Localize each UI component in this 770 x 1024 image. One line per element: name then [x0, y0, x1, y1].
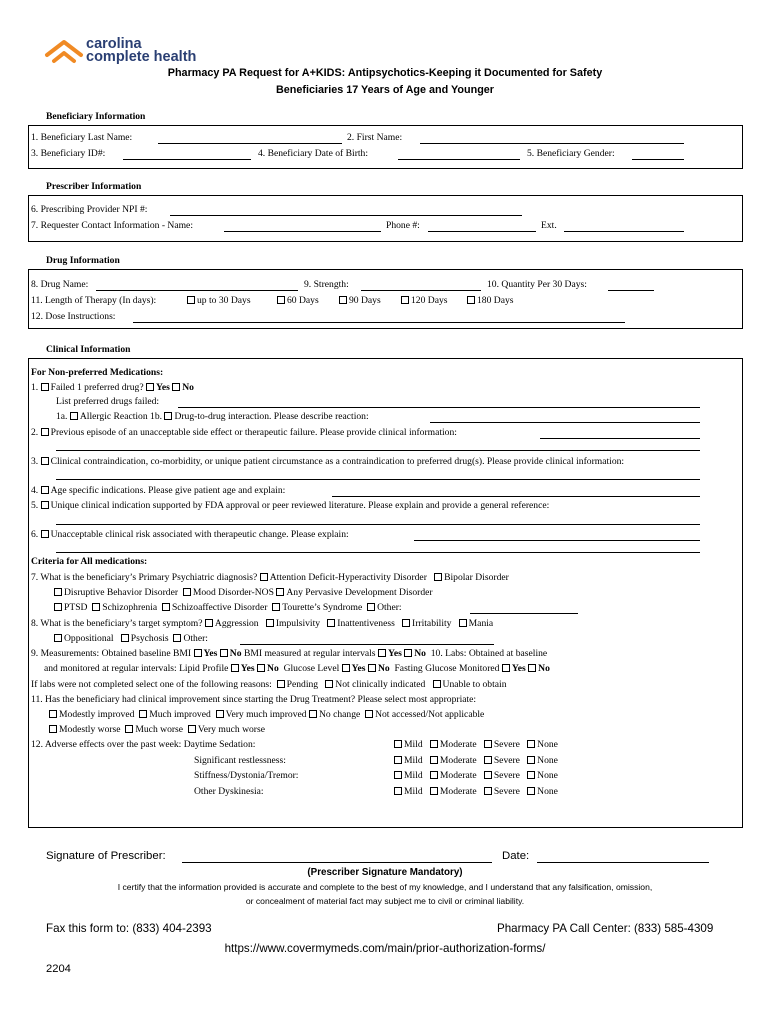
checkbox-icon[interactable]: [276, 588, 284, 596]
checkbox-icon[interactable]: [194, 649, 202, 657]
checkbox-icon[interactable]: [257, 664, 265, 672]
requester-phone-field[interactable]: [428, 231, 536, 232]
checkbox-icon[interactable]: [342, 664, 350, 672]
checkbox-icon[interactable]: [367, 603, 375, 611]
q7-row-2: Disruptive Behavior Disorder Mood Disorder-NOS Any Pervasive Development Disorder: [54, 588, 433, 598]
therapy-length-90[interactable]: 90 Days: [339, 296, 381, 306]
checkbox-icon[interactable]: [162, 603, 170, 611]
drug-strength-label: 9. Strength:: [304, 279, 349, 290]
checkbox-icon[interactable]: [430, 771, 438, 779]
covermymeds-link[interactable]: https://www.covermymeds.com/main/prior-authorization-forms/: [224, 942, 546, 955]
checkbox-icon[interactable]: [172, 383, 180, 391]
checkbox-icon[interactable]: [139, 710, 147, 718]
checkbox-icon[interactable]: [41, 428, 49, 436]
checkbox-icon[interactable]: [70, 412, 78, 420]
checkbox-icon[interactable]: [401, 296, 409, 304]
q2-row: 2. Previous episode of an unacceptable side effect or therapeutic failure. Please provide clinical information:: [31, 427, 457, 438]
prescriber-npi-field[interactable]: [170, 215, 522, 216]
checkbox-icon[interactable]: [92, 603, 100, 611]
q8-row-2: Oppositional Psychosis Other:: [54, 634, 208, 644]
checkbox-icon[interactable]: [527, 787, 535, 795]
beneficiary-heading: Beneficiary Information: [46, 111, 146, 122]
therapy-length-label: 11. Length of Therapy (In days):: [31, 295, 157, 306]
checkbox-icon[interactable]: [41, 486, 49, 494]
drug-strength-field[interactable]: [361, 290, 481, 291]
signature-date-field[interactable]: [537, 862, 709, 863]
checkbox-icon[interactable]: [404, 649, 412, 657]
checkbox-icon[interactable]: [260, 573, 268, 581]
drug-name-field[interactable]: [96, 290, 298, 291]
logo-mark-icon: [44, 38, 84, 66]
dose-instructions-field[interactable]: [133, 322, 625, 323]
beneficiary-dob-label: 4. Beneficiary Date of Birth:: [258, 148, 369, 159]
checkbox-icon[interactable]: [394, 771, 402, 779]
q2-field[interactable]: [540, 438, 700, 439]
logo-line-1: carolina: [86, 36, 142, 52]
checkbox-icon[interactable]: [49, 710, 57, 718]
requester-name-field[interactable]: [224, 231, 381, 232]
checkbox-icon[interactable]: [378, 649, 386, 657]
checkbox-icon[interactable]: [164, 412, 172, 420]
q12-restlessness-severity: Mild Moderate Severe None: [394, 756, 558, 766]
q11-row-1: Modestly improved Much improved Very much improved No change Not accessed/Not applicable: [49, 710, 484, 720]
prescriber-heading: Prescriber Information: [46, 181, 142, 192]
beneficiary-first-name-label: 2. First Name:: [347, 132, 403, 143]
q3-row: 3. Clinical contraindication, co-morbidity, or unique patient circumstance as a contraindication to preferred drug(s). Please provide clinical information:: [31, 456, 625, 467]
q12-dyskinesia-severity: Mild Moderate Severe None: [394, 787, 558, 797]
q7-other-field[interactable]: [470, 613, 578, 614]
signature-mandatory-note: (Prescriber Signature Mandatory): [307, 867, 463, 878]
pa-call-center: Pharmacy PA Call Center: (833) 585-4309: [497, 922, 714, 935]
checkbox-icon[interactable]: [394, 756, 402, 764]
q8-other-field[interactable]: [240, 644, 494, 645]
q9-row: 9. Measurements: Obtained baseline BMI Yes No BMI measured at regular intervals Yes No 10. Labs: Obtained at baseline: [31, 648, 548, 659]
requester-ext-label: Ext.: [541, 220, 557, 231]
q7-row-1: 7. What is the beneficiary’s Primary Psychiatric diagnosis? Attention Deficit-Hyperactivity Disorder Bipolar Disorder: [31, 572, 509, 583]
checkbox-icon[interactable]: [339, 296, 347, 304]
q5-row: 5. Unique clinical indication supported by FDA approval or peer reviewed literature. Please explain and provide a general reference:: [31, 500, 550, 511]
checkbox-icon[interactable]: [502, 664, 510, 672]
checkbox-icon[interactable]: [394, 787, 402, 795]
logo-line-2: complete health: [86, 49, 197, 65]
signature-date-label: Date:: [502, 850, 530, 862]
q12-label: 12. Adverse effects over the past week: Daytime Sedation:: [31, 739, 256, 750]
checkbox-icon[interactable]: [187, 296, 195, 304]
checkbox-icon[interactable]: [41, 457, 49, 465]
beneficiary-gender-field[interactable]: [632, 159, 684, 160]
checkbox-icon[interactable]: [220, 649, 228, 657]
q12-restlessness-label: Significant restlessness:: [194, 755, 286, 766]
checkbox-icon[interactable]: [327, 619, 335, 627]
drug-heading: Drug Information: [46, 255, 120, 266]
drug-quantity-label: 10. Quantity Per 30 Days:: [487, 279, 587, 290]
beneficiary-gender-label: 5. Beneficiary Gender:: [527, 148, 615, 159]
form-title-line-1: Pharmacy PA Request for A+KIDS: Antipsychotics-Keeping it Documented for Safety: [167, 67, 603, 79]
clinical-heading: Clinical Information: [46, 344, 131, 355]
checkbox-icon[interactable]: [41, 501, 49, 509]
q1a-row: 1a. Allergic Reaction 1b. Drug-to-drug interaction. Please describe reaction:: [56, 411, 369, 422]
therapy-length-120[interactable]: 120 Days: [401, 296, 448, 306]
beneficiary-dob-field[interactable]: [398, 159, 520, 160]
checkbox-icon[interactable]: [467, 296, 475, 304]
dose-instructions-label: 12. Dose Instructions:: [31, 311, 116, 322]
q11-row-2: Modestly worse Much worse Very much worse: [49, 725, 265, 735]
checkbox-icon[interactable]: [527, 771, 535, 779]
checkbox-icon[interactable]: [266, 619, 274, 627]
q4-field[interactable]: [332, 496, 700, 497]
checkbox-icon[interactable]: [459, 619, 467, 627]
q5-field[interactable]: [56, 524, 700, 525]
checkbox-icon[interactable]: [527, 740, 535, 748]
checkbox-icon[interactable]: [146, 383, 154, 391]
checkbox-icon[interactable]: [125, 725, 133, 733]
therapy-length-up-to-30[interactable]: up to 30 Days: [187, 296, 251, 306]
certification-line-1: I certify that the information provided is accurate and complete to the best of my knowledge, and I understand that any falsification, omission,: [117, 882, 653, 892]
checkbox-icon[interactable]: [434, 573, 442, 581]
checkbox-icon[interactable]: [402, 619, 410, 627]
checkbox-icon[interactable]: [430, 787, 438, 795]
q10-row: and monitored at regular intervals: Lipid Profile Yes No Glucose Level Yes No Fasting Glucose Monitored Yes No: [44, 663, 550, 674]
checkbox-icon[interactable]: [484, 740, 492, 748]
drug-name-label: 8. Drug Name:: [31, 279, 89, 290]
prescriber-section: [28, 195, 743, 242]
therapy-length-60[interactable]: 60 Days: [277, 296, 319, 306]
checkbox-icon[interactable]: [484, 756, 492, 764]
checkbox-icon[interactable]: [309, 710, 317, 718]
checkbox-icon[interactable]: [216, 710, 224, 718]
checkbox-icon[interactable]: [54, 603, 62, 611]
checkbox-icon[interactable]: [365, 710, 373, 718]
checkbox-icon[interactable]: [173, 634, 181, 642]
q12-stiffness-severity: Mild Moderate Severe None: [394, 771, 558, 781]
non-preferred-heading: For Non-preferred Medications:: [31, 367, 164, 378]
checkbox-icon[interactable]: [484, 771, 492, 779]
beneficiary-id-label: 3. Beneficiary ID#:: [31, 148, 106, 159]
q6-row: 6. Unacceptable clinical risk associated with therapeutic change. Please explain:: [31, 529, 349, 540]
q1-list-label: List preferred drugs failed:: [56, 396, 160, 407]
q8-row-1: 8. What is the beneficiary’s target symptom? Aggression Impulsivity Inattentiveness Irritability Mania: [31, 618, 494, 629]
certification-line-2: or concealment of material fact may subject me to civil or criminal liability.: [245, 896, 525, 906]
drug-quantity-field[interactable]: [608, 290, 654, 291]
checkbox-icon[interactable]: [49, 725, 57, 733]
checkbox-icon[interactable]: [430, 740, 438, 748]
beneficiary-first-name-field[interactable]: [420, 143, 684, 144]
q4-row: 4. Age specific indications. Please give patient age and explain:: [31, 485, 286, 496]
checkbox-icon[interactable]: [484, 787, 492, 795]
checkbox-icon[interactable]: [188, 725, 196, 733]
checkbox-icon[interactable]: [325, 680, 333, 688]
checkbox-icon[interactable]: [54, 588, 62, 596]
q2-field-2[interactable]: [56, 450, 700, 451]
therapy-length-180[interactable]: 180 Days: [467, 296, 514, 306]
checkbox-icon[interactable]: [121, 634, 129, 642]
q12-stiffness-label: Stiffness/Dystonia/Tremor:: [194, 770, 299, 781]
form-title-line-2: Beneficiaries 17 Years of Age and Younger: [275, 84, 495, 96]
q7-row-3: PTSD Schizophrenia Schizoaffective Disorder Tourette’s Syndrome Other:: [54, 603, 402, 613]
checkbox-icon[interactable]: [277, 296, 285, 304]
checkbox-icon[interactable]: [433, 680, 441, 688]
q12-dyskinesia-label: Other Dyskinesia:: [194, 786, 264, 797]
checkbox-icon[interactable]: [277, 680, 285, 688]
checkbox-icon[interactable]: [527, 756, 535, 764]
checkbox-icon[interactable]: [430, 756, 438, 764]
q1-reaction-field[interactable]: [430, 422, 700, 423]
checkbox-icon[interactable]: [54, 634, 62, 642]
fax-number: Fax this form to: (833) 404-2393: [46, 922, 212, 935]
checkbox-icon[interactable]: [231, 664, 239, 672]
q3-field[interactable]: [56, 479, 700, 480]
labs-not-completed-row: If labs were not completed select one of the following reasons: Pending Not clinically indicated Unable to obtain: [31, 679, 507, 690]
q1-list-field[interactable]: [178, 407, 700, 408]
prescriber-npi-label: 6. Prescribing Provider NPI #:: [31, 204, 148, 215]
checkbox-icon[interactable]: [368, 664, 376, 672]
beneficiary-id-field[interactable]: [123, 159, 251, 160]
checkbox-icon[interactable]: [205, 619, 213, 627]
q6-field[interactable]: [414, 540, 700, 541]
form-code: 2204: [46, 963, 71, 975]
checkbox-icon[interactable]: [41, 530, 49, 538]
beneficiary-last-name-label: 1. Beneficiary Last Name:: [31, 132, 133, 143]
signature-label: Signature of Prescriber:: [46, 850, 166, 862]
checkbox-icon[interactable]: [394, 740, 402, 748]
checkbox-icon[interactable]: [41, 383, 49, 391]
requester-phone-label: Phone #:: [386, 220, 420, 231]
q6-field-2[interactable]: [56, 552, 700, 553]
q1-row: 1. Failed 1 preferred drug? Yes No: [31, 382, 194, 393]
beneficiary-last-name-field[interactable]: [158, 143, 342, 144]
checkbox-icon[interactable]: [272, 603, 280, 611]
q11-label: 11. Has the beneficiary had clinical improvement since starting the Drug Treatment? Please select most appropriate:: [31, 694, 477, 705]
q12-sedation-severity: Mild Moderate Severe None: [394, 740, 558, 750]
checkbox-icon[interactable]: [528, 664, 536, 672]
checkbox-icon[interactable]: [183, 588, 191, 596]
criteria-heading: Criteria for All medications:: [31, 556, 148, 567]
requester-name-label: 7. Requester Contact Information - Name:: [31, 220, 193, 231]
requester-ext-field[interactable]: [564, 231, 684, 232]
signature-field[interactable]: [182, 862, 492, 863]
